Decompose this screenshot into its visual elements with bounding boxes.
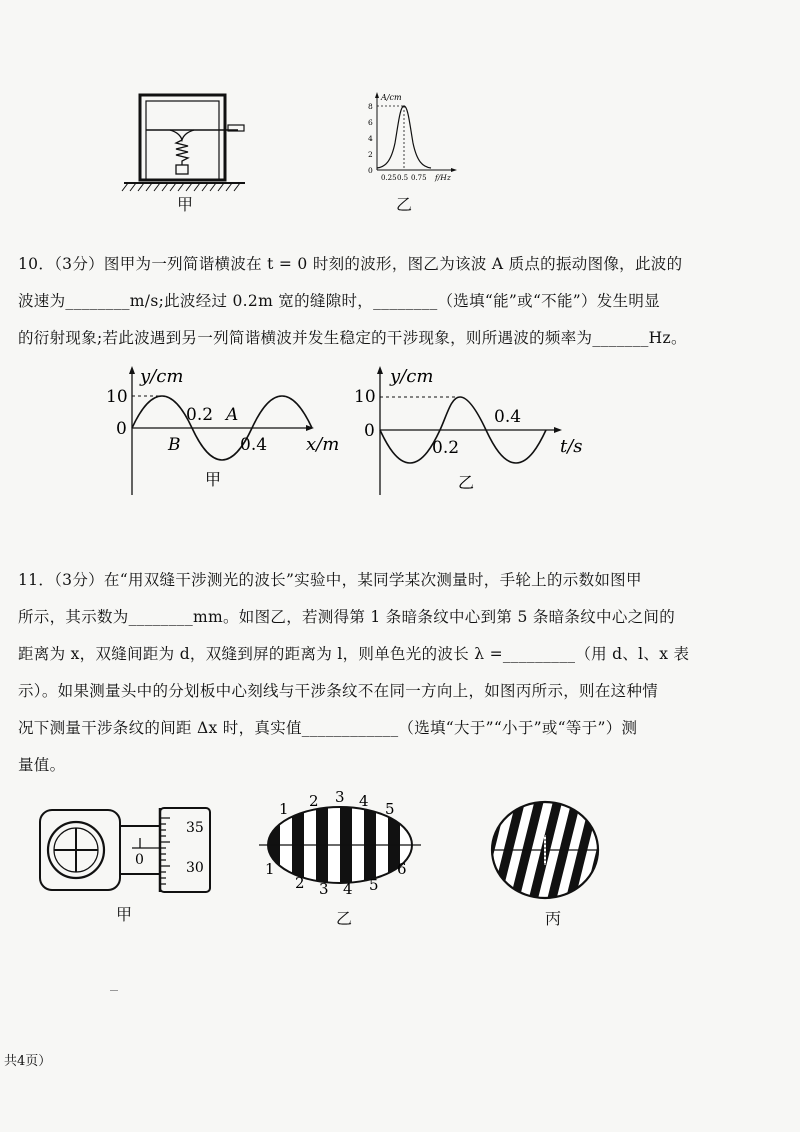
fringe-bottom-number: 3 (319, 880, 329, 898)
fringe-pattern-figure (255, 788, 425, 903)
res-ylabel: A/cm (381, 93, 402, 102)
res-xtick: 0.75 (411, 174, 427, 182)
res-ytick: 2 (368, 150, 373, 159)
wave-form-graph (100, 360, 350, 510)
vibration-graph (340, 360, 600, 510)
fig11-bing-caption: 丙 (545, 909, 562, 928)
fringe-bottom-number: 4 (343, 880, 353, 898)
fringe-bottom-number: 2 (295, 874, 305, 892)
fig11-jia-caption: 甲 (116, 905, 133, 924)
fringe-top-number: 4 (359, 792, 369, 810)
vib-amp-label: 10 (354, 387, 376, 407)
wave-end-label: 0.4 (240, 435, 268, 455)
vib-ylabel: y/cm (390, 366, 434, 387)
wave-mid-label: 0.2 (186, 405, 214, 425)
fringe-top-number: 5 (385, 800, 395, 818)
fig11-yi-caption: 乙 (336, 909, 353, 928)
q11-line3: 距离为 x，双缝间距为 d，双缝到屏的距离为 l，则单色光的波长 λ =_________（用 d、l、x 表 (18, 645, 690, 663)
micrometer-figure (36, 800, 226, 900)
res-ytick: 0 (368, 166, 373, 175)
scan-mark (110, 990, 118, 991)
q11-line1: 11．（3分）在“用双缝干涉测光的波长”实验中，某同学某次测量时，手轮上的示数如图甲 (18, 571, 642, 589)
fringe-top-number: 3 (335, 788, 345, 806)
fringe-bottom-number: 5 (369, 876, 379, 894)
q10-line3: 的衍射现象;若此波遇到另一列简谐横波并发生稳定的干涉现象，则所遇波的频率为_______Hz。 (18, 329, 687, 347)
q11-line2: 所示，其示数为________mm。如图乙，若测得第 1 条暗条纹中心到第 5 条暗条纹中心之间的 (18, 608, 676, 626)
q11-line5: 况下测量干涉条纹的间距 Δx 时，真实值____________（选填“大于”“小于”或“等于”）测 (18, 719, 638, 737)
micrometer-scale-bottom: 30 (186, 860, 204, 876)
wave-amp-label: 10 (106, 387, 128, 407)
res-xlabel: f/Hz (435, 173, 451, 182)
vib-mid-label: 0.2 (432, 438, 460, 458)
vib-end-label: 0.4 (494, 407, 522, 427)
fringe-bottom-number: 1 (265, 860, 275, 878)
fig9-jia-caption: 甲 (177, 195, 194, 214)
wave-zero-label: 0 (116, 419, 127, 439)
fig9-yi-caption: 乙 (396, 195, 413, 214)
q10-line2: 波速为________m/s;此波经过 0.2m 宽的缝隙时，________（选填“能”或“不能”）发生明显 (18, 292, 660, 310)
res-xtick: 0.5 (397, 174, 409, 182)
tilted-fringe-figure (485, 795, 605, 905)
question-11 (18, 562, 778, 784)
wave-point-b: B (168, 435, 181, 455)
q11-line4: 示）。如果测量头中的分划板中心刻线与干涉条纹不在同一方向上，如图丙所示，则在这种情 (18, 682, 659, 700)
fringe-top-number: 2 (309, 792, 319, 810)
res-ytick: 8 (368, 102, 373, 111)
page-count-footer: 共4页） (4, 1054, 52, 1069)
wave-xlabel: x/m (306, 434, 340, 455)
wave-point-a: A (226, 405, 239, 425)
res-ytick: 4 (368, 134, 373, 143)
spring-apparatus-figure (110, 85, 260, 195)
vib-caption: 乙 (458, 473, 475, 492)
resonance-curve-figure (355, 88, 465, 188)
q10-line1: 10．（3分）图甲为一列简谐横波在 t = 0 时刻的波形，图乙为该波 A 质点的振动图像，此波的 (18, 255, 683, 273)
vib-xlabel: t/s (560, 436, 583, 457)
fringe-top-number: 1 (279, 800, 289, 818)
micrometer-scale-top: 35 (186, 820, 204, 836)
q11-line6: 量值。 (18, 756, 66, 774)
question-10 (18, 246, 778, 357)
res-ytick: 6 (368, 118, 373, 127)
fringe-bottom-number: 6 (397, 860, 407, 878)
wave-ylabel: y/cm (140, 366, 184, 387)
wave-caption: 甲 (205, 470, 222, 489)
micrometer-zero: 0 (135, 852, 144, 868)
vib-zero-label: 0 (364, 421, 375, 441)
res-xtick: 0.25 (381, 174, 397, 182)
